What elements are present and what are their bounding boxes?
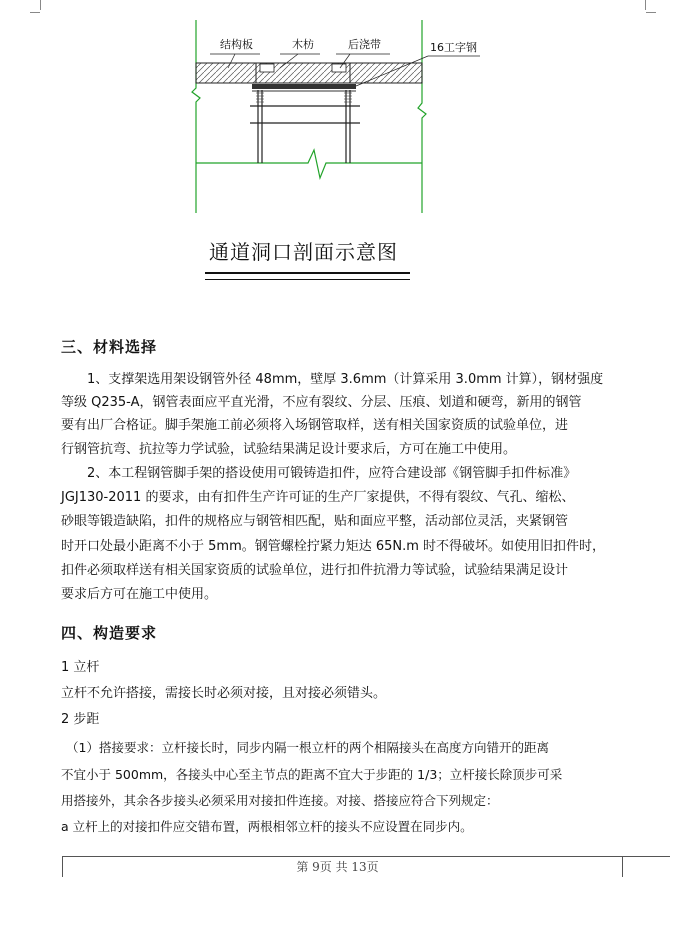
paragraph-line: 扣件必须取样送有相关国家资质的试验单位，进行扣件抗滑力等试验，试验结果满足设计 <box>61 563 569 578</box>
wall-break-line-left <box>192 20 200 213</box>
timber <box>260 64 274 72</box>
crop-mark <box>646 12 656 13</box>
section-heading: 四、构造要求 <box>61 624 158 642</box>
i-beam <box>252 84 356 89</box>
paragraph-line: 2、本工程钢管脚手架的搭设使用可锻铸造扣件，应符合建设部《钢管脚手扣件标准》 <box>87 466 577 481</box>
paragraph-line: 用搭接外，其余各步接头必须采用对接扣件连接。对接、搭接应符合下列规定： <box>61 793 499 808</box>
paragraph-line: 不宜小于 500mm，各接头中心至主节点的距离不宜大于步距的 1/3；立杆接长除顶步可采 <box>61 767 563 782</box>
structural-slab <box>196 63 256 83</box>
label-post-pour-strip: 后浇带 <box>348 38 381 51</box>
figure-caption <box>205 232 410 284</box>
wall-break-line-right <box>418 20 426 213</box>
label-timber: 木枋 <box>292 38 314 51</box>
paragraph-line: 1、支撑架选用架设钢管外径 48mm，壁厚 3.6mm（计算采用 3.0mm 计算），钢材强度 <box>87 372 604 387</box>
paragraph-line: 要有出厂合格证。脚手架施工前必须将入场钢管取样，送有相关国家资质的试验单位，进 <box>61 418 569 433</box>
figure-title: 通道洞口剖面示意图 <box>209 240 398 264</box>
label-structural-slab: 结构板 <box>220 38 253 51</box>
adjustable-screw <box>256 93 352 102</box>
paragraph-line: 立杆不允许搭接，需接长时必须对接，且对接必须错头。 <box>61 686 387 701</box>
structural-slab <box>350 63 422 83</box>
label-steel-beam: 16工字钢 <box>430 41 477 54</box>
caption-underline <box>205 279 410 280</box>
section-heading: 三、材料选择 <box>61 338 158 356</box>
crop-mark <box>30 12 40 13</box>
paragraph-line: 要求后方可在施工中使用。 <box>61 587 218 602</box>
paragraph-line: JGJ130-2011 的要求，由有扣件生产许可证的生产厂家提供，不得有裂纹、气孔、缩松、 <box>61 490 575 505</box>
page-number: 第 9页 共 13页 <box>296 860 379 874</box>
steel-prop <box>250 90 360 163</box>
paragraph-line: 等级 Q235-A，钢管表面应平直光滑，不应有裂纹、分层、压痕、划道和硬弯，新用的钢管 <box>61 395 582 410</box>
caption-underline <box>205 272 410 274</box>
paragraph-line: a 立杆上的对接扣件应交错布置，两根相邻立杆的接头不应设置在同步内。 <box>61 819 473 834</box>
paragraph-line: （1）搭接要求：立杆接长时，同步内隔一根立杆的两个相隔接头在高度方向错开的距离 <box>66 740 549 755</box>
footer-divider <box>62 856 670 857</box>
crop-mark <box>645 0 646 10</box>
paragraph-line: 时开口处最小距离不小于 5mm。钢管螺栓拧紧力矩达 65N.m 时不得破坏。如使用旧扣件时， <box>61 539 606 554</box>
timber <box>332 64 346 72</box>
paragraph-line: 砂眼等锻造缺陷，扣件的规格应与钢管相匹配，贴和面应平整，活动部位灵活，夹紧钢管 <box>61 514 569 529</box>
section-drawing <box>180 18 500 218</box>
paragraph-line: 行钢管抗弯、抗拉等力学试验，试验结果满足设计要求后，方可在施工中使用。 <box>61 442 517 457</box>
subheading: 1 立杆 <box>61 660 100 675</box>
crop-mark <box>40 0 41 10</box>
subheading: 2 步距 <box>61 712 100 727</box>
ground-break-line <box>196 150 422 178</box>
